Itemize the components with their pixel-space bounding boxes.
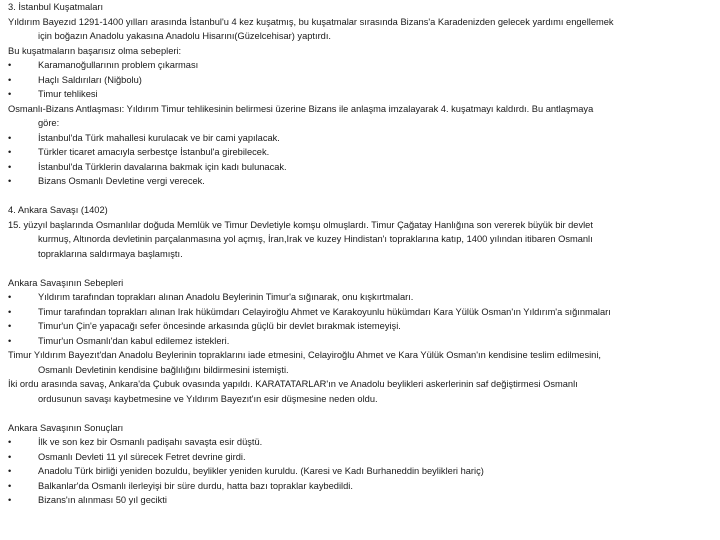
- treaty-line1: Osmanlı-Bizans Antlaşması: Yıldırım Timur tehlikesinin belirmesi üzerine Bizans ile anlaşma imzalayarak 4. kuşatmayı kaldırdı. Bu antlaşmaya: [8, 103, 594, 114]
- causes-heading: Ankara Savaşının Sebepleri: [8, 277, 124, 288]
- cause-item: • Timur'un Çin'e yapacağı sefer öncesinde arkasında güçlü bir devlet bırakmak istemeyişi.: [8, 319, 712, 334]
- result-item: • İlk ve son kez bir Osmanlı padişahı savaşta esir düştü.: [8, 435, 712, 450]
- section4-title: 4. Ankara Savaşı (1402): [8, 205, 108, 215]
- result-item: • Bizans'ın alınması 50 yıl gecikti: [8, 493, 712, 508]
- bullet-icon: •: [8, 132, 12, 143]
- cause-item: • Timur tarafından toprakları alınan Irak hükümdarı Celayiroğlu Ahmet ve Karakoyunlu hükümdarı Kara Yülük Osman'ın Yıldırım'a sığınmaları: [8, 305, 712, 320]
- bullet-icon: •: [8, 292, 12, 302]
- spacer: [8, 189, 712, 204]
- bullet-icon: •: [8, 335, 12, 346]
- bullet-icon: •: [8, 74, 12, 85]
- battle-line2: ordusunun savaşı kaybetmesine ve Yıldırım Bayezıt'ın esir düşmesine neden oldu.: [38, 393, 378, 404]
- spacer: [8, 261, 712, 276]
- section4-para-line3: topraklarına saldırmaya başlamıştı.: [38, 248, 183, 259]
- section3-intro-line1: Yıldırım Bayezıd 1291-1400 yılları arasında İstanbul'u 4 kez kuşatmış, bu kuşatmalar sırasında Bizans'a Karadenizden gelecek yardımı engellemek: [8, 16, 614, 27]
- demand-line2: Osmanlı Devletinin kendisine bağlılığını bildirmesini istemişti.: [38, 364, 289, 375]
- result-item: • Anadolu Türk birliği yeniden bozuldu, beylikler yeniden kuruldu. (Karesi ve Kadı Burhaneddin beylikleri hariç): [8, 464, 712, 479]
- result-item: • Balkanlar'da Osmanlı ilerleyişi bir süre durdu, hatta bazı topraklar kaybedildi.: [8, 479, 712, 494]
- cause-item: • Timur'un Osmanlı'dan kabul edilemez istekleri.: [8, 334, 712, 349]
- reason-item: • Timur tehlikesi: [8, 87, 712, 102]
- reasons-heading: Bu kuşatmaların başarısız olma sebepleri:: [8, 45, 182, 56]
- spacer: [8, 406, 712, 421]
- bullet-icon: •: [8, 306, 12, 317]
- bullet-icon: •: [8, 321, 12, 331]
- treaty-item: • İstanbul'da Türklerin davalarına bakmak için kadı bulunacak.: [8, 160, 712, 175]
- bullet-icon: •: [8, 147, 12, 157]
- section4-para-line1: 15. yüzyıl başlarında Osmanlılar doğuda Memlük ve Timur Devletiyle komşu olmuşlardı. Timur Çağatay Hanlığına son vererek büyük bir devlet: [8, 219, 593, 230]
- results-heading: Ankara Savaşının Sonuçları: [8, 422, 124, 433]
- treaty-line2: göre:: [38, 118, 60, 128]
- reason-item: • Haçlı Saldırıları (Niğbolu): [8, 73, 712, 88]
- treaty-item: • İstanbul'da Türk mahallesi kurulacak ve bir cami yapılacak.: [8, 131, 712, 146]
- bullet-icon: •: [8, 176, 12, 186]
- bullet-icon: •: [8, 495, 12, 505]
- bullet-icon: •: [8, 161, 12, 172]
- bullet-icon: •: [8, 451, 12, 462]
- bullet-icon: •: [8, 480, 12, 491]
- bullet-icon: •: [8, 89, 12, 99]
- reason-item: • Karamanoğullarının problem çıkarması: [8, 58, 712, 73]
- bullet-icon: •: [8, 60, 12, 70]
- section3-title: 3. İstanbul Kuşatmaları: [8, 2, 104, 12]
- section3-intro-line2: için boğazın Anadolu yakasına Anadolu Hisarını(Güzelcehisar) yaptırdı.: [38, 31, 332, 41]
- battle-line1: İki ordu arasında savaş, Ankara'da Çubuk ovasında yapıldı. KARATATARLAR'ın ve Anadolu beylikleri askerlerinin saf değiştirmesi Osmanlı: [8, 379, 578, 389]
- cause-item: • Yıldırım tarafından toprakları alınan Anadolu Beylerinin Timur'a sığınarak, onu kışkırtmaları.: [8, 290, 712, 305]
- treaty-item: • Türkler ticaret amacıyla serbestçe İstanbul'a girebilecek.: [8, 145, 712, 160]
- section4-para-line2: kurmuş, Altınorda devletinin parçalanmasına yol açmış, İran,Irak ve kuzey Hindistan'ı topraklarına katıp, 1400 yılından itibaren Osmanlı: [38, 234, 593, 244]
- bullet-icon: •: [8, 466, 12, 476]
- treaty-item: • Bizans Osmanlı Devletine vergi verecek.: [8, 174, 712, 189]
- result-item: • Osmanlı Devleti 11 yıl sürecek Fetret devrine girdi.: [8, 450, 712, 465]
- demand-line1: Timur Yıldırım Bayezıt'dan Anadolu Beylerinin topraklarını iade etmesini, Celayiroğlu Ahmet ve Kara Yülük Osman'ın kendisine teslim edilmesini,: [8, 350, 601, 360]
- bullet-icon: •: [8, 437, 12, 447]
